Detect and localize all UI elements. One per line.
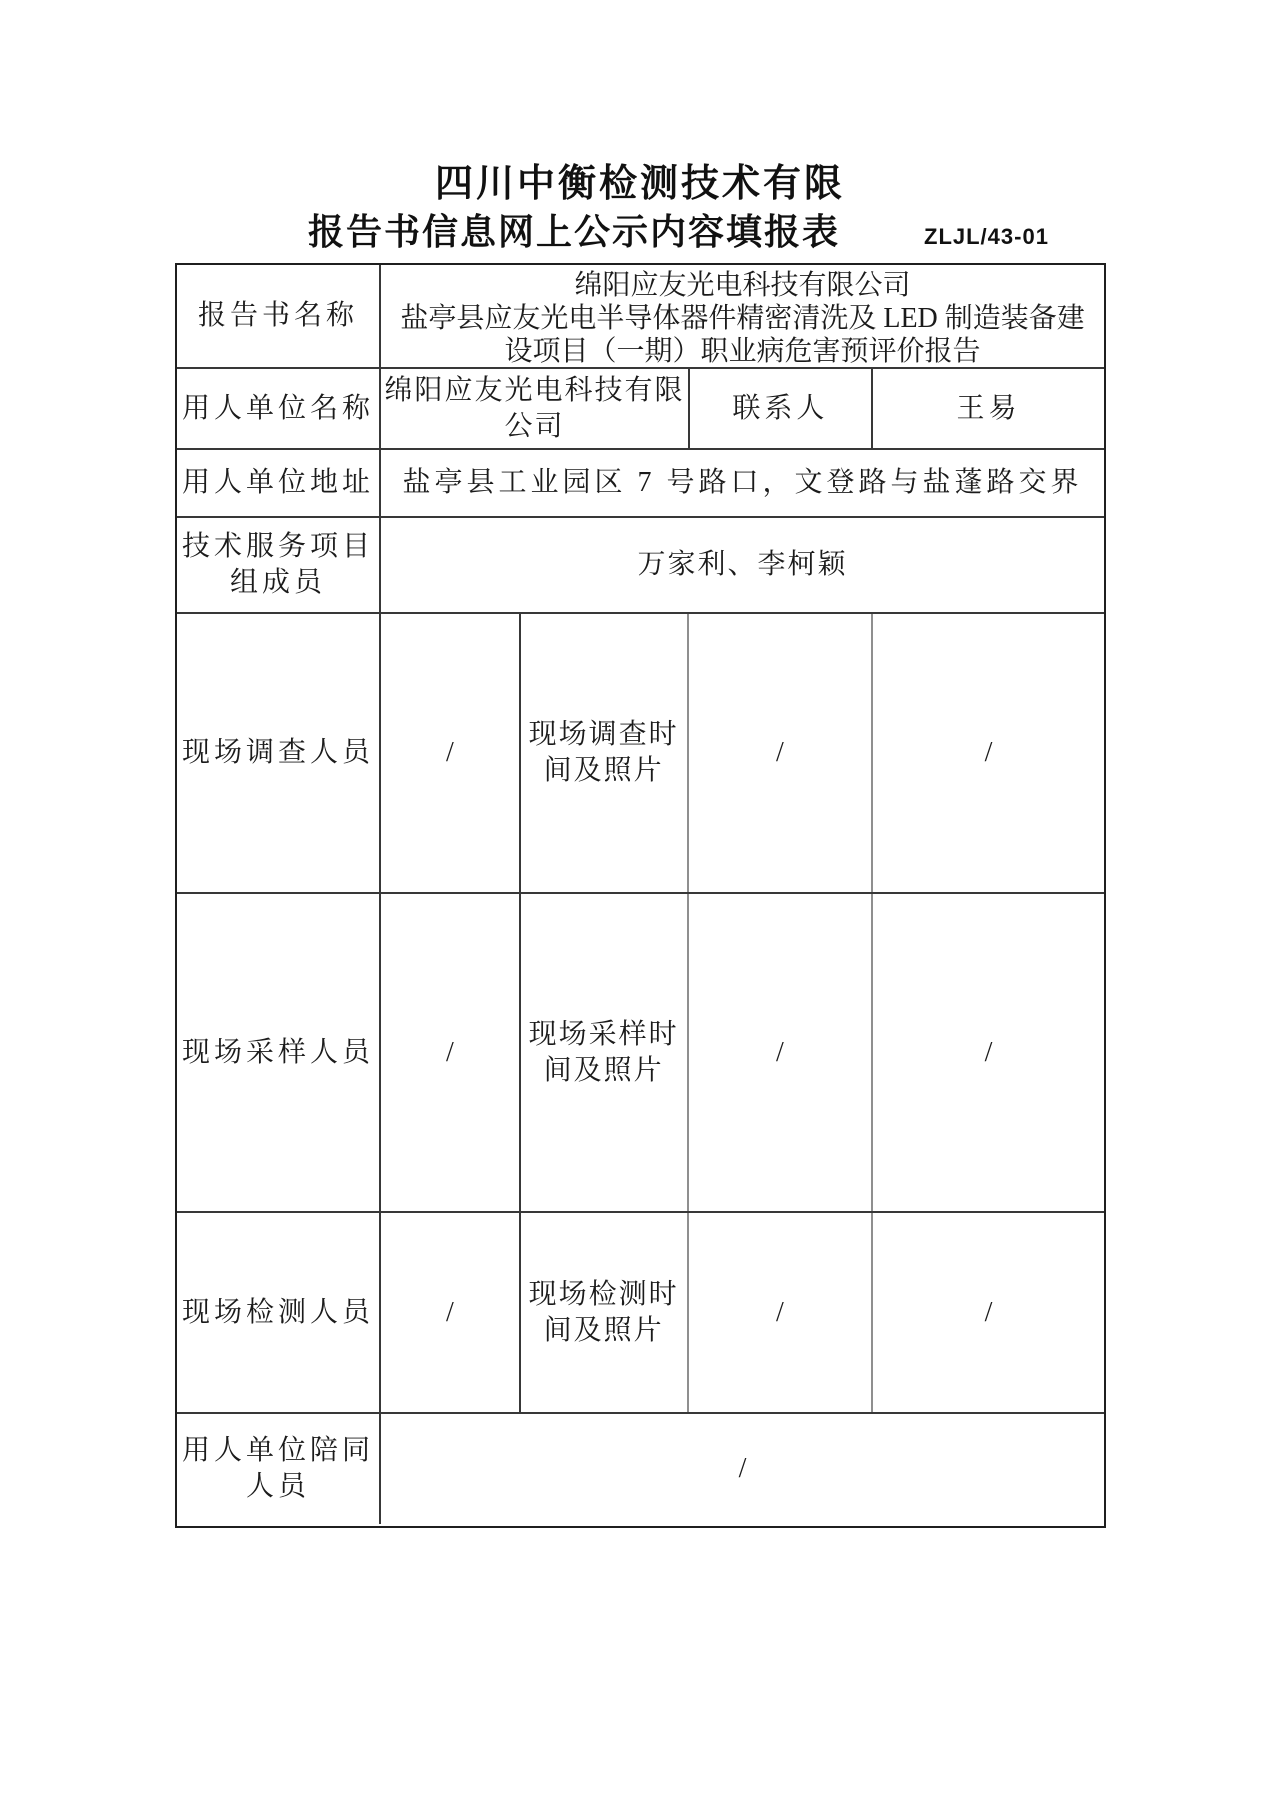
contact-label: 联系人 [732, 392, 829, 424]
escort-label-cell [177, 1414, 381, 1524]
report-name-line1: 绵阳应友光电科技有限公司 [574, 270, 911, 301]
sampling-time-value-cell [689, 894, 873, 1211]
testing-photo-cell [873, 1213, 1104, 1412]
sampling-person-cell [381, 894, 520, 1211]
organization-title: 四川中衡检测技术有限 [434, 163, 845, 205]
report-info-table [175, 263, 1106, 1528]
employer-address-value-cell [381, 450, 1104, 516]
testing-photo-value: / [984, 1296, 993, 1328]
report-name-label-text: 报告书名称 [198, 300, 359, 332]
employer-company-cell [381, 369, 690, 448]
row-escort [177, 1414, 1104, 1524]
sampling-time-label-cell [521, 894, 689, 1211]
survey-person-value: / [445, 737, 454, 769]
escort-label-line2: 人员 [246, 1471, 311, 1502]
row-service-team [177, 518, 1104, 614]
survey-time-value-cell [689, 614, 873, 892]
contact-name: 王易 [956, 392, 1021, 424]
testing-time-value-cell [689, 1213, 873, 1412]
testing-person-value: / [445, 1296, 454, 1328]
service-team-label-cell [177, 518, 381, 612]
sampling-label-cell [177, 894, 381, 1211]
row-employer-address [177, 450, 1104, 518]
row-site-testing [177, 1213, 1104, 1414]
testing-label-cell [177, 1213, 381, 1412]
employer-name-label-cell [177, 369, 381, 448]
row-site-sampling [177, 894, 1104, 1213]
sampling-time-value: / [776, 1036, 784, 1068]
survey-time-label-cell [521, 614, 689, 892]
escort-value-cell [381, 1414, 1104, 1524]
service-team-label-line1: 技术服务项目 [182, 531, 375, 563]
survey-person-cell [381, 614, 520, 892]
service-team-members: 万家利、李柯颖 [637, 549, 848, 581]
testing-time-label: 现场检测时间及照片 [528, 1278, 679, 1346]
sampling-photo-value: / [984, 1036, 993, 1068]
escort-label-line1: 用人单位陪同 [182, 1435, 375, 1467]
report-name-label-cell [177, 265, 381, 367]
service-team-value-cell [381, 518, 1104, 612]
testing-label: 现场检测人员 [182, 1296, 375, 1328]
report-name-line3: 设项目（一期）职业病危害预评价报告 [504, 336, 981, 367]
survey-time-value: / [776, 737, 784, 769]
row-site-survey [177, 614, 1104, 894]
employer-address-label: 用人单位地址 [182, 467, 375, 499]
sampling-person-value: / [445, 1036, 454, 1068]
form-title: 报告书信息网上公示内容填报表 [308, 211, 841, 252]
survey-label: 现场调查人员 [182, 737, 375, 769]
report-name-line2: 盐亭县应友光电半导体器件精密清洗及 LED 制造装备建 [400, 303, 1085, 334]
sampling-photo-cell [873, 894, 1104, 1211]
testing-time-value: / [776, 1296, 784, 1328]
sampling-time-label: 现场采样时间及照片 [528, 1018, 679, 1086]
testing-person-cell [381, 1213, 520, 1412]
employer-name-label: 用人单位名称 [182, 392, 375, 424]
survey-photo-value: / [984, 737, 993, 769]
survey-time-label: 现场调查时间及照片 [528, 719, 679, 786]
testing-time-label-cell [521, 1213, 689, 1412]
form-code: ZLJL/43-01 [924, 224, 1049, 249]
employer-company-name: 绵阳应友光电科技有限公司 [384, 374, 685, 442]
escort-value: / [738, 1453, 747, 1485]
contact-label-cell [690, 369, 873, 448]
report-name-value-cell [381, 265, 1104, 367]
employer-address-value: 盐亭县工业园区 7 号路口，文登路与盐蓬路交界 [402, 467, 1083, 499]
contact-name-cell [873, 369, 1104, 448]
sampling-label: 现场采样人员 [182, 1036, 375, 1068]
survey-photo-cell [873, 614, 1104, 892]
employer-address-label-cell [177, 450, 381, 516]
service-team-label-line2: 组成员 [230, 567, 327, 598]
survey-label-cell [177, 614, 381, 892]
row-employer-name [177, 369, 1104, 450]
row-report-name [177, 265, 1104, 369]
